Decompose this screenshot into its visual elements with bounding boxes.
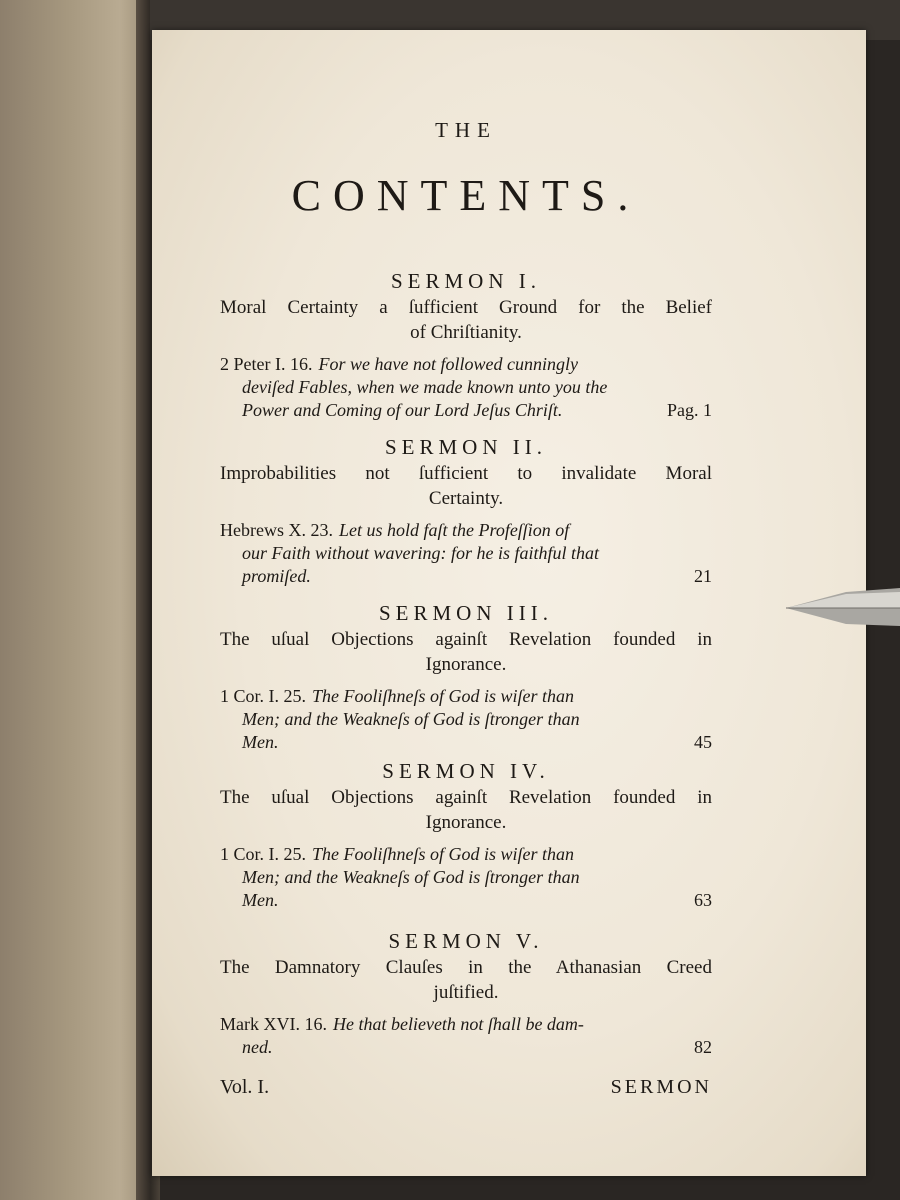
subject-line: The uſual Objections againſt Revelation founded in <box>220 629 712 650</box>
text-line: Men; and the Weakneſs of God is ſtronger than <box>242 709 580 729</box>
scripture-ref: 2 Peter I. 16. <box>220 354 313 374</box>
subject-line: of Chriſtianity. <box>410 322 522 343</box>
sermon-subject <box>220 295 712 345</box>
sermon-heading: SERMON III. <box>379 601 553 625</box>
sermon-subject <box>220 785 712 835</box>
text-line: our Faith without wavering: for he is faithful that <box>242 543 600 563</box>
sermon-entry-2 <box>220 434 712 588</box>
left-book-page <box>0 0 150 1200</box>
scripture-text <box>220 1013 712 1059</box>
scripture-ref: 1 Cor. I. 25. <box>220 686 307 706</box>
scripture-text <box>220 843 712 912</box>
text-line: Men. <box>242 890 279 910</box>
subject-line: The uſual Objections againſt Revelation founded in <box>220 787 712 808</box>
text-line: Men. <box>242 732 279 752</box>
sermon-subject <box>220 627 712 677</box>
page-number: 63 <box>694 890 712 910</box>
scripture-text <box>220 519 712 588</box>
scripture-text <box>220 353 712 422</box>
book-page <box>152 30 866 1176</box>
sermon-heading: SERMON I. <box>390 269 541 293</box>
letter-opener-blade <box>786 586 900 630</box>
sermon-entry-3 <box>220 600 712 754</box>
sermon-heading: SERMON II. <box>384 435 547 459</box>
sermon-entry-5 <box>220 928 712 1059</box>
scripture-ref: Mark XVI. 16. <box>220 1014 327 1034</box>
page-number: Pag. 1 <box>667 400 712 420</box>
subject-line: Moral Certainty a ſufficient Ground for the Belief <box>220 297 712 318</box>
text-line: The Fooliſhneſs of God is wiſer than <box>312 844 575 864</box>
volume-mark: Vol. I. <box>220 1076 270 1098</box>
page-number: 21 <box>694 566 712 586</box>
text-line: The Fooliſhneſs of God is wiſer than <box>312 686 575 706</box>
sermon-entry-4 <box>220 758 712 912</box>
text-line: For we have not followed cunningly <box>318 354 578 374</box>
subject-line: Ignorance. <box>425 812 507 833</box>
subject-line: The Damnatory Clauſes in the Athanasian Creed <box>220 957 712 978</box>
sermon-heading: SERMON V. <box>388 929 544 953</box>
text-line: Power and Coming of our Lord Jeſus Chriſt. <box>242 400 563 420</box>
scripture-text <box>220 685 712 754</box>
scripture-ref: Hebrews X. 23. <box>220 520 333 540</box>
text-line: He that believeth not ſhall be dam- <box>332 1014 584 1034</box>
text-line: Men; and the Weakneſs of God is ſtronger than <box>242 867 580 887</box>
sermon-heading: SERMON IV. <box>382 759 550 783</box>
text-line: ned. <box>242 1037 273 1057</box>
subject-line: Certainty. <box>428 488 504 509</box>
page-number: 45 <box>694 732 712 752</box>
text-line: Let us hold faſt the Profeſſion of <box>338 520 570 540</box>
subject-line: Ignorance. <box>425 654 507 675</box>
sermon-entry-1 <box>220 268 712 422</box>
page-footer <box>220 1076 712 1099</box>
subject-line: juſtified. <box>433 982 499 1003</box>
contents-title: CONTENTS. <box>291 171 641 220</box>
page-number: 82 <box>694 1037 712 1057</box>
text-line: deviſed Fables, when we made known unto you the <box>242 377 608 397</box>
text-line: promiſed. <box>242 566 311 586</box>
heading-the: THE <box>435 118 497 142</box>
scripture-ref: 1 Cor. I. 25. <box>220 844 307 864</box>
sermon-subject <box>220 955 712 1005</box>
sermon-subject <box>220 461 712 511</box>
subject-line: Improbabilities not ſufficient to invalidate Moral <box>220 463 712 484</box>
catchword: SERMON <box>610 1076 712 1098</box>
